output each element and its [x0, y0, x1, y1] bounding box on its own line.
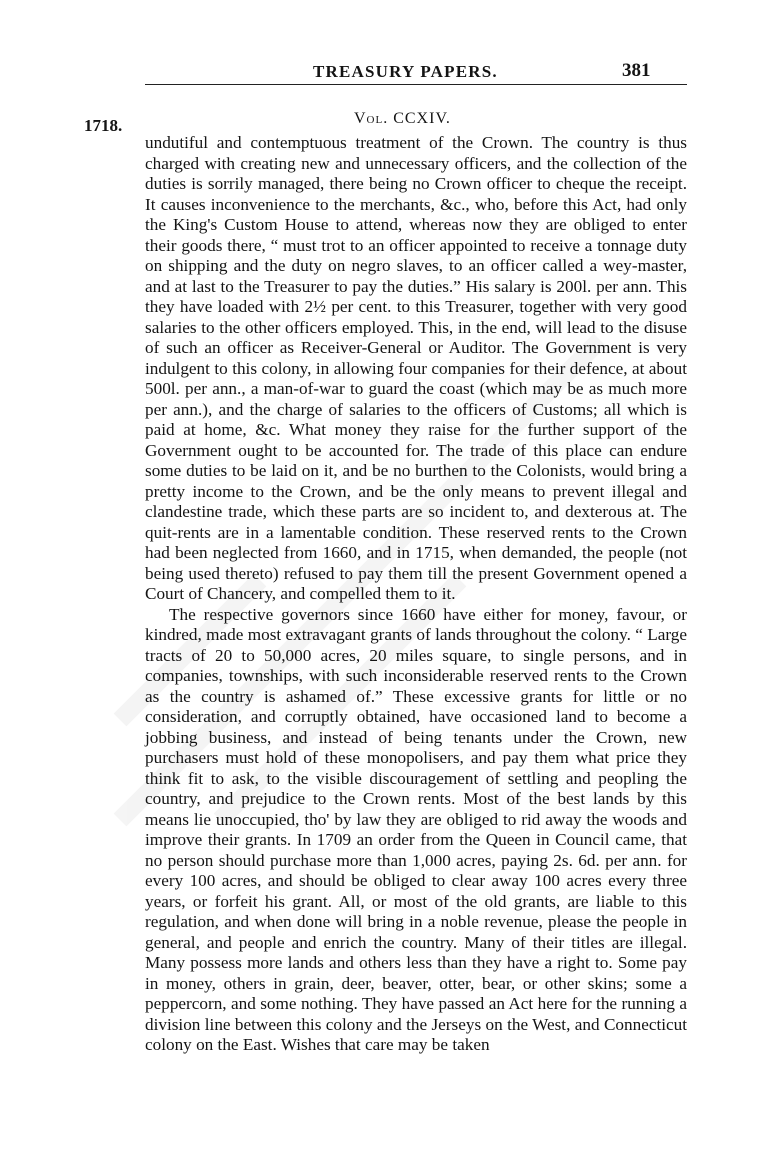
- volume-heading: Vol. CCXIV.: [354, 110, 451, 127]
- page-number: 381: [622, 60, 651, 81]
- paragraph: The respective governors since 1660 have either for money, favour, or kindred, made most extravagant grants of lands throughout the colony. “ Large tracts of 20 to 50,000 acres, 20 miles square, to single persons, and in companies, townships, with such inconsiderable reserved rents to the Crown as the country is ashamed of.” These excessive grants for little or no consideration, and corruptly obtained, have occasioned land to become a jobbing business, and instead of being tenants under the Crown, new purchasers must hold of these monopolisers, and pay them what price they think fit to ask, to the visible discouragement of settling and peopling the country, and prejudice to the Crown rents. Most of the best lands by this means lie unoccupied, tho' by law they are obliged to rid away the woods and improve their grants. In 1709 an order from the Queen in Council came, that no person should purchase more than 1,000 acres, paying 2s. 6d. per ann. for every 100 acres, and should be obliged to clear away 100 acres every three years, or forfeit his grant. All, or most of the old grants, are liable to this regulation, and when done will bring in a noble revenue, please the people in general, and people and enrich the country. Many of their titles are illegal. Many possess more lands and others less than they have a right to. Some pay in money, others in grain, deer, beaver, otter, bear, or other skins; some a peppercorn, and some nothing. They have passed an Act here for the running a division line between this colony and the Jerseys on the West, and Connecticut colony on the East. Wishes that care may be taken: [145, 604, 687, 1054]
- paragraph: undutiful and contemptuous treatment of the Crown. The country is thus charged with creating new and unnecessary officers, and the collection of the duties is sorrily managed, there being no Crown officer to cheque the receipt. It causes inconvenience to the merchants, &c., who, before this Act, had only the King's Custom House to attend, whereas now they are obliged to enter their goods there, “ must trot to an officer appointed to receive a tonnage duty on shipping and the duty on negro slaves, to an officer called a wey-master, and at last to the Treasurer to pay the duties.” His salary is 200l. per ann. This they have loaded with 2½ per cent. to this Treasurer, together with very good salaries to the other officers employed. This, in the end, will lead to the disuse of such an officer as Receiver-General or Auditor. The Government is very indulgent to this colony, in allowing four companies for their defence, at about 500l. per ann., a man-of-war to guard the coast (which may be as much more per ann.), and the charge of salaries to the officers of Customs; all which is paid at home, &c. What money they raise for the further support of the Government ought to be accounted for. The trade of this place can endure some duties to be laid on it, and be no burthen to the Colonists, would bring a pretty income to the Crown, and be the only means to prevent illegal and clandestine trade, which these parts are so incident to, and dexterous at. The quit-rents are in a lamentable condition. These reserved rents to the Crown had been neglected from 1660, and in 1715, when demanded, the people (not being used thereto) refused to pay them till the present Government opened a Court of Chancery, and compelled them to it.: [145, 133, 687, 603]
- document-body: [145, 133, 687, 1056]
- margin-year: 1718.: [84, 116, 123, 135]
- header-rule: [145, 84, 687, 85]
- page-header: [0, 52, 768, 82]
- running-title: TREASURY PAPERS.: [313, 62, 498, 81]
